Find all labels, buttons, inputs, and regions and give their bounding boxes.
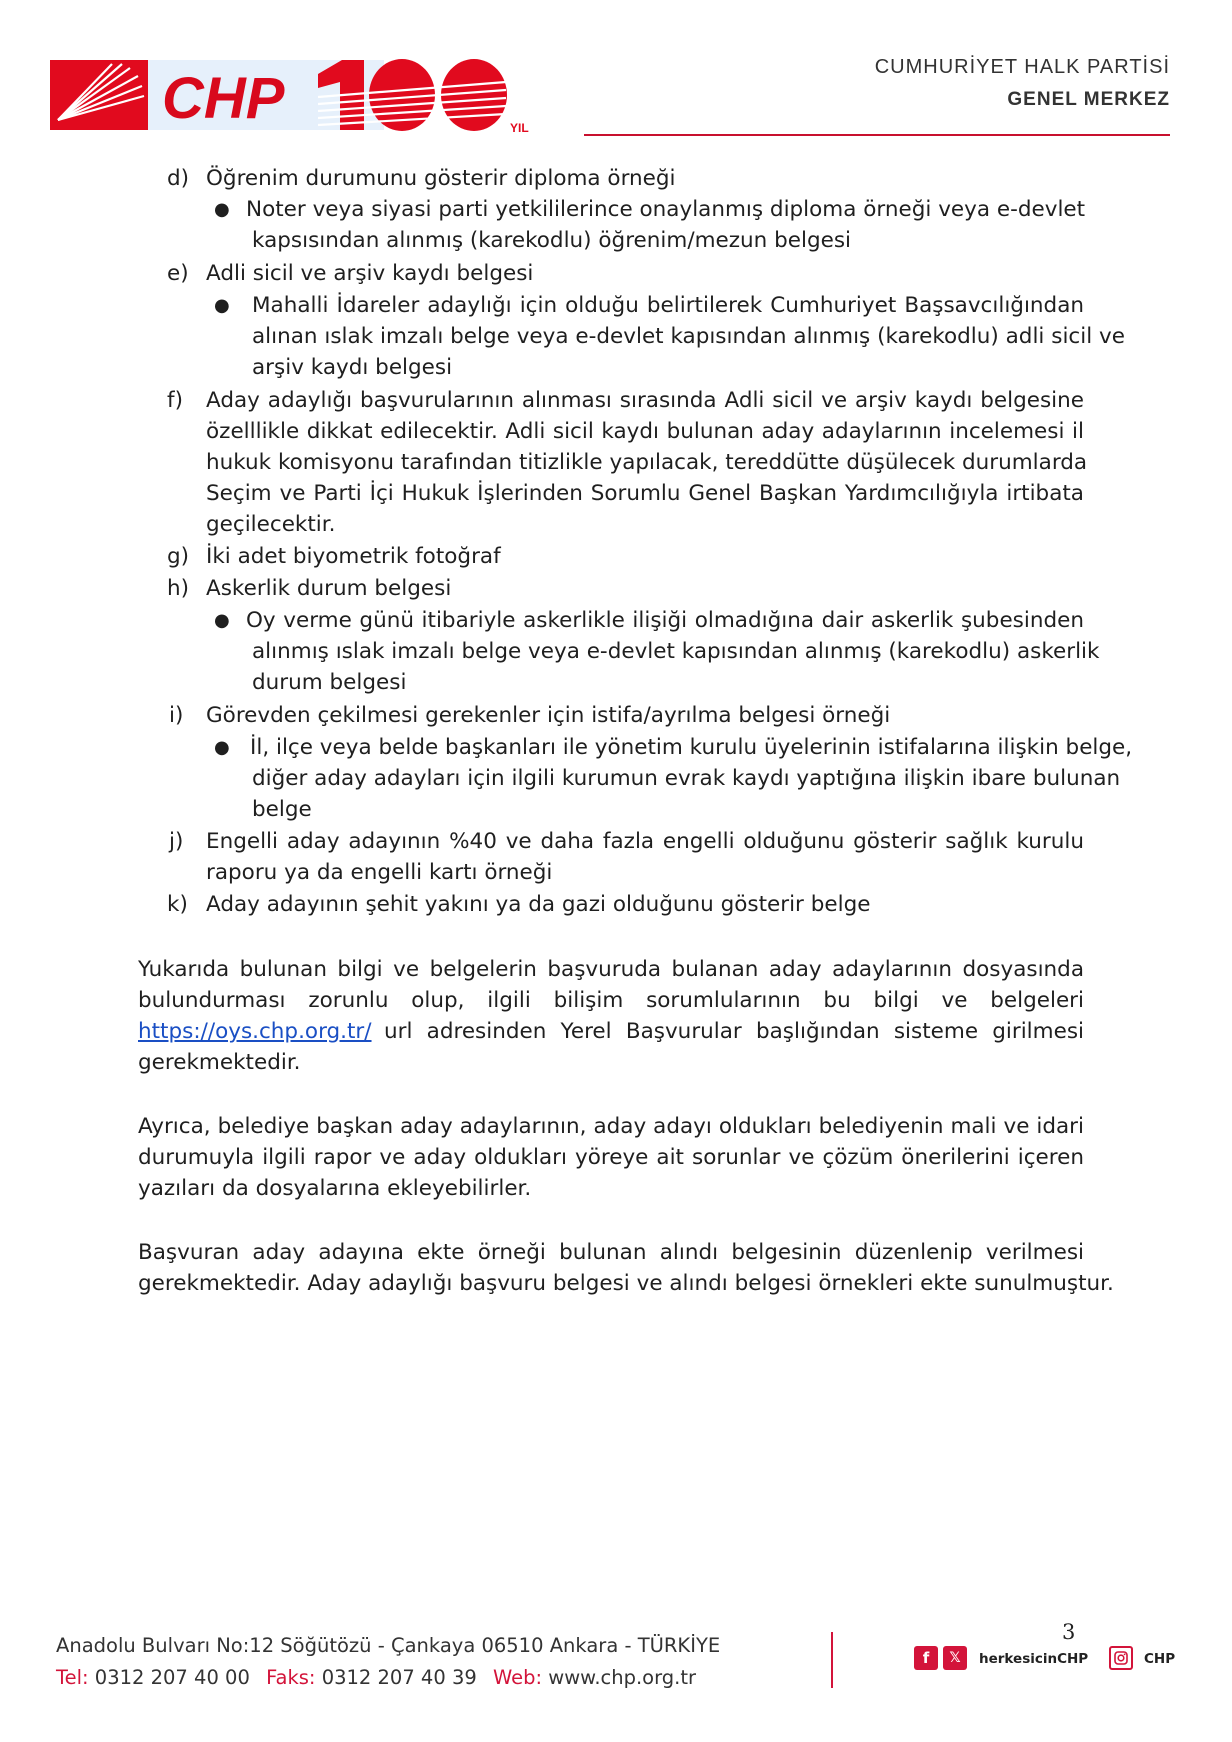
paragraph-2-line: yazıları da dosyalarına ekleyebilirler. (138, 1176, 532, 1201)
item-marker-k: k) (167, 892, 188, 917)
item-d-bullet-line: Noter veya siyasi parti yetkililerince onaylanmış diploma örneği veya e-devlet (246, 197, 1086, 222)
item-e-bullet-line: alınan ıslak imzalı belge veya e-devlet kapısından alınmış (karekodlu) adli sicil ve (252, 324, 1125, 349)
item-e-title: Adli sicil ve arşiv kaydı belgesi (206, 261, 534, 286)
paragraph-1-line: bulundurması zorunlu olup, ilgili bilişim sorumlularının bu bilgi ve belgeleri (138, 988, 1084, 1013)
item-i-title: Görevden çekilmesi gerekenler için istifa/ayrılma belgesi örneği (206, 703, 891, 728)
org-unit: GENEL MERKEZ (1007, 89, 1170, 110)
item-marker-h: h) (167, 576, 190, 601)
web-label: Web: (492, 1666, 543, 1689)
item-d-bullet-line: kapsısından alınmış (karekodlu) öğrenim/mezun belgesi (252, 228, 852, 253)
chp-100-yil-logo (50, 52, 580, 142)
fax-value: 0312 207 40 39 (321, 1666, 477, 1689)
item-marker-d: d) (167, 166, 190, 191)
instagram-handle[interactable]: CHP (1144, 1651, 1176, 1667)
item-i-bullet-line: İl, ilçe veya belde başkanları ile yönetim kurulu üyelerinin istifalarına ilişkin belge, (250, 735, 1133, 760)
paragraph-1-text: url adresinden Yerel Başvurular başlığından sisteme girilmesi (384, 1019, 1084, 1044)
bullet-dot: ● (214, 610, 230, 631)
page-number: 3 (1062, 1620, 1076, 1644)
item-h-bullet-line: alınmış ıslak imzalı belge veya e-devlet kapısından alınmış (karekodlu) askerlik (252, 639, 1100, 664)
oys-link[interactable]: https://oys.chp.org.tr/ (138, 1019, 372, 1044)
item-h-bullet-line: Oy verme günü itibariyle askerlikle ilişiği olmadığına dair askerlik şubesinden (246, 608, 1084, 633)
paragraph-1-line (138, 1016, 1084, 1047)
item-e-bullet-line: Mahalli İdareler adaylığı için olduğu belirtilerek Cumhuriyet Başsavcılığından (252, 293, 1084, 318)
item-i-bullet-line: belge (252, 797, 312, 822)
tel-value: 0312 207 40 00 (94, 1666, 250, 1689)
item-marker-j: j) (169, 829, 184, 854)
fax-label: Faks: (266, 1666, 316, 1689)
item-f-line: Aday adaylığı başvurularının alınması sırasında Adli sicil ve arşiv kaydı belgesine (206, 388, 1084, 413)
item-marker-i: i) (169, 703, 184, 728)
social-handle[interactable]: herkesicinCHP (979, 1651, 1089, 1667)
x-icon[interactable]: 𝕏 (943, 1646, 967, 1670)
bullet-dot: ● (214, 199, 230, 220)
paragraph-1-line: gerekmektedir. (138, 1050, 301, 1075)
instagram-icon[interactable] (1109, 1646, 1133, 1670)
footer-divider (831, 1632, 833, 1688)
bullet-dot: ● (214, 737, 230, 758)
item-f-line: Seçim ve Parti İçi Hukuk İşlerinden Sorumlu Genel Başkan Yardımcılığıyla irtibata (206, 481, 1084, 506)
paragraph-1-line: Yukarıda bulunan bilgi ve belgelerin başvuruda bulanan aday adaylarının dosyasında (138, 957, 1084, 982)
tel-label: Tel: (56, 1666, 89, 1689)
item-g-title: İki adet biyometrik fotoğraf (206, 544, 501, 569)
item-marker-e: e) (167, 261, 189, 286)
item-marker-f: f) (167, 388, 183, 413)
logo-yil-text: YIL (510, 121, 529, 135)
paragraph-2-line: durumuyla ilgili rapor ve aday oldukları yöreye ait sorunlar ve çözüm önerilerini içeren (138, 1145, 1084, 1170)
instagram-glyph (1114, 1651, 1128, 1665)
header-divider (584, 134, 1170, 136)
item-f-line: hukuk komisyonu tarafından titizlikle yapılacak, tereddütte düşülecek durumlarda (206, 450, 1088, 475)
item-h-bullet-line: durum belgesi (252, 670, 407, 695)
org-name: CUMHURİYET HALK PARTİSİ (874, 56, 1170, 78)
item-h-title: Askerlik durum belgesi (206, 576, 452, 601)
logo-chp-text: CHP (162, 66, 285, 131)
paragraph-2-line: Ayrıca, belediye başkan aday adaylarının, aday adayı oldukları belediyenin mali ve idari (138, 1114, 1084, 1139)
item-f-line: geçilecektir. (206, 512, 336, 537)
item-k-title: Aday adayının şehit yakını ya da gazi olduğunu gösterir belge (206, 892, 871, 917)
paragraph-3-line: gerekmektedir. Aday adaylığı başvuru belgesi ve alındı belgesi örnekleri ekte sunulmuştur. (138, 1271, 1114, 1296)
item-marker-g: g) (167, 544, 190, 569)
item-i-bullet-line: diğer aday adayları için ilgili kurumun evrak kaydı yaptığına ilişkin ibare bulunan (252, 766, 1121, 791)
bullet-dot: ● (214, 295, 230, 316)
footer-contact (56, 1666, 696, 1689)
facebook-icon[interactable]: f (914, 1646, 938, 1670)
footer-address: Anadolu Bulvarı No:12 Söğütözü - Çankaya 06510 Ankara - TÜRKİYE (56, 1634, 721, 1657)
item-e-bullet-line: arşiv kaydı belgesi (252, 355, 453, 380)
item-d-title: Öğrenim durumunu gösterir diploma örneği (206, 166, 676, 191)
item-f-line: özelllikle dikkat edilecektir. Adli sicil kaydı bulunan aday adaylarının incelemesi il (206, 419, 1084, 444)
item-j-line: Engelli aday adayının %40 ve daha fazla engelli olduğunu gösterir sağlık kurulu (206, 829, 1084, 854)
web-link[interactable]: www.chp.org.tr (548, 1666, 697, 1689)
paragraph-3-line: Başvuran aday adayına ekte örneği bulunan alındı belgesinin düzenlenip verilmesi (138, 1240, 1084, 1265)
item-j-line: raporu ya da engelli kartı örneği (206, 860, 553, 885)
